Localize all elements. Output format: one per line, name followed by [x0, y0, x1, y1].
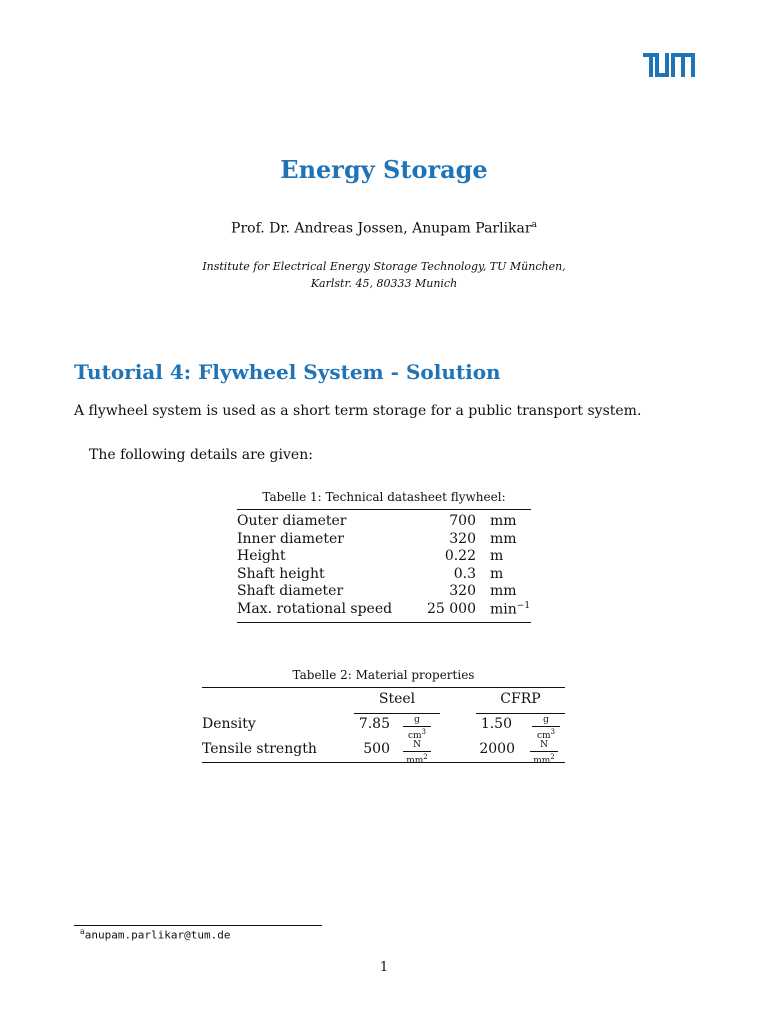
table1-unit [490, 601, 530, 618]
table2-unit-fraction [403, 715, 431, 741]
table2-label: Density [202, 716, 256, 732]
unit-denominator [406, 753, 428, 766]
unit-den-base: cm [407, 731, 422, 741]
unit-den-exp: 3 [421, 728, 427, 736]
institute-line-1: Institute for Electrical Energy Storage Technology, TU München, [202, 260, 566, 273]
unit-exponent: −1 [516, 600, 531, 611]
author-footnote-mark: a [531, 220, 537, 230]
unit-numerator: N [403, 740, 431, 752]
unit-denominator [533, 753, 555, 766]
table1-value: 0.3 [453, 565, 476, 582]
table2-bottom-rule [202, 762, 565, 763]
given-paragraph: The following details are given: [89, 447, 313, 463]
table1-caption: Tabelle 1: Technical datasheet flywheel: [262, 490, 506, 504]
table2-header-steel: Steel [378, 691, 416, 707]
institute-line-2: Karlstr. 45, 80333 Munich [310, 277, 458, 290]
footnote-email: anupam.parlikar@tum.de [84, 928, 231, 942]
institute-affiliation [0, 258, 768, 292]
table1-unit: m [490, 565, 504, 582]
table1 [237, 513, 531, 619]
table2-steel-value: 500 [363, 741, 390, 757]
unit-den-exp: 2 [550, 753, 555, 761]
table-row [237, 513, 531, 531]
table1-label: Height [237, 548, 286, 565]
table1-top-rule [237, 509, 531, 510]
authors-line [0, 220, 768, 237]
section-title: Tutorial 4: Flywheel System - Solution [74, 360, 501, 384]
unit-den-base: mm [533, 756, 551, 766]
footnote-mark: a [80, 927, 85, 936]
table2-cfrp-value: 1.50 [480, 716, 512, 732]
unit-den-base: cm [536, 731, 551, 741]
unit-den-exp: 2 [423, 753, 428, 761]
table1-bottom-rule [237, 622, 531, 623]
table2-caption: Tabelle 2: Material properties [292, 668, 475, 682]
table2-top-rule [202, 687, 565, 688]
table1-label: Outer diameter [237, 513, 347, 529]
table2-unit-fraction [532, 715, 560, 741]
table1-value: 320 [449, 583, 476, 600]
tum-logo [643, 53, 695, 77]
table2-header-rule-steel [354, 713, 440, 714]
table-row [237, 583, 531, 601]
unit-numerator: g [532, 715, 560, 727]
unit-den-exp: 3 [550, 728, 556, 736]
table1-unit: mm [490, 583, 517, 600]
table2-label: Tensile strength [202, 741, 317, 757]
table1-unit: mm [490, 530, 517, 547]
table1-label: Max. rotational speed [237, 600, 393, 617]
table-row [237, 531, 531, 549]
table1-value: 700 [449, 513, 476, 529]
document-title: Energy Storage [280, 155, 488, 184]
table2-cfrp-value: 2000 [479, 741, 515, 757]
table1-unit: mm [490, 513, 517, 529]
footnote-rule [74, 925, 322, 926]
table2-header-cfrp: CFRP [500, 691, 541, 707]
table-row [237, 601, 531, 619]
intro-paragraph: A flywheel system is used as a short term storage for a public transport system. [74, 403, 642, 419]
table-row [237, 548, 531, 566]
authors: Prof. Dr. Andreas Jossen, Anupam Parlikar [231, 220, 532, 237]
table1-value: 320 [449, 530, 476, 547]
table1-value: 0.22 [444, 548, 476, 565]
table1-value: 25 000 [427, 600, 476, 617]
table1-label: Shaft height [237, 565, 325, 582]
unit-base: min [490, 601, 517, 618]
page-number: 1 [379, 960, 389, 975]
unit-numerator: N [530, 740, 558, 752]
table1-label: Inner diameter [237, 530, 344, 547]
table1-label: Shaft diameter [237, 583, 344, 600]
table-row [237, 566, 531, 584]
table1-unit: m [490, 548, 504, 565]
unit-numerator: g [403, 715, 431, 727]
table2-header-rule-cfrp [476, 713, 565, 714]
unit-den-base: mm [406, 756, 424, 766]
footnote [80, 927, 230, 942]
table2-steel-value: 7.85 [358, 716, 390, 732]
